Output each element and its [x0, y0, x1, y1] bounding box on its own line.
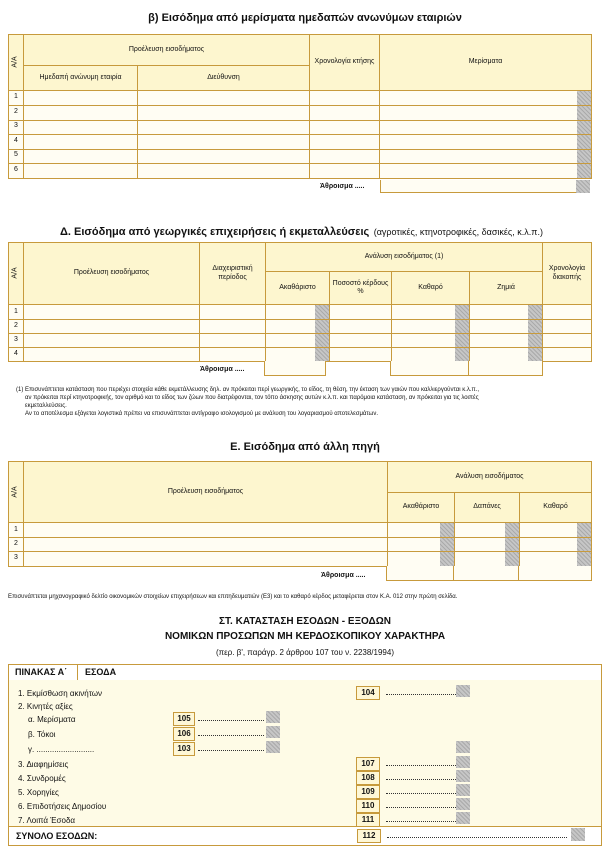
item-securities-label: 2. Κινητές αξίες — [18, 702, 73, 711]
col-loss-label: Ζημιά — [497, 283, 515, 291]
section-b-total-label: Άθροισμα ..... — [320, 183, 365, 190]
note-line: αν πρόκειται περί κτηνοτροφικής, τον αριθμό και το είδος των ζώων που διατρέφονται, τον τόπο άσκησης αυτών κ.λ.π. και παρόμοια κατάσταση, αν πρόκειται για τις λοιπές — [25, 395, 479, 401]
row-num: 3 — [14, 554, 18, 561]
item-interest-label: β. Τόκοι — [28, 730, 56, 739]
amount-field[interactable] — [198, 750, 264, 751]
col-period-label: Διαχειριστική περίοδος — [212, 265, 253, 281]
amount-field[interactable] — [386, 807, 456, 808]
table-a-title: ΕΣΟΔΑ — [85, 667, 117, 677]
note-line: Αν το αποτέλεσμα εξάγεται λογιστικά πρέπει να επισυνάπτεται αντίγραφο ισολογισμού με ανάλυση του λογαριασμού αποτελεσμάτων. — [25, 411, 379, 417]
col-origin-label: Προέλευση εισοδήματος — [167, 487, 244, 495]
section-d-notes — [16, 386, 601, 418]
code-box: 112 — [357, 829, 381, 843]
item-dividends-label: α. Μερίσματα — [28, 715, 76, 724]
amount-field[interactable] — [386, 793, 456, 794]
row-num: 6 — [14, 166, 18, 173]
col-year-label: Χρονολογία διακοπής — [548, 265, 586, 281]
row-num: 2 — [14, 322, 18, 329]
section-b-title: β) Εισόδημα από μερίσματα ημεδαπών ανωνύμων εταιριών — [148, 12, 462, 24]
row-num: 4 — [14, 350, 18, 357]
col-address-label: Διεύθυνση — [207, 73, 240, 81]
section-d-title: Δ. Εισόδημα από γεωργικές επιχειρήσεις ή εκμεταλλεύσεις — [60, 226, 370, 238]
col-aa-label: Α/Α — [11, 267, 19, 280]
col-aa-label: Α/Α — [11, 56, 19, 69]
note-line: (1) Επισυνάπτεται κατάσταση που περιέχει στοιχεία κάθε εκμετάλλευσης δηλ. αν πρόκειται περί γεωργικής, το είδος, τη θέση, την έκταση των γαιών που καλλιεργούνται κ.λ.π., — [16, 387, 480, 393]
total-income-row — [8, 826, 602, 846]
item-other-securities-label: γ. .......................... — [28, 745, 95, 754]
col-expenses-label: Δαπάνες — [473, 503, 501, 511]
row-num: 1 — [14, 526, 18, 533]
col-company-label: Ημεδαπή ανώνυμη εταιρία — [39, 73, 122, 81]
item-subsidies-label: 6. Επιδοτήσεις Δημοσίου — [18, 802, 107, 811]
total-net-field[interactable] — [390, 361, 470, 376]
amount-field[interactable] — [198, 735, 264, 736]
section-e-title: Ε. Εισόδημα από άλλη πηγή — [230, 441, 380, 453]
section-d-title-suffix: (αγροτικές, κτηνοτροφικές, δασικές, κ.λ.π.) — [373, 227, 543, 237]
code-box: 108 — [356, 771, 380, 785]
section-st-title-2: ΝΟΜΙΚΩΝ ΠΡΟΣΩΠΩΝ ΜΗ ΚΕΡΔΟΣΚΟΠΙΚΟΥ ΧΑΡΑΚΤΗΡΑ — [164, 631, 446, 642]
col-net-label: Καθαρό — [418, 283, 443, 291]
section-b-table — [8, 34, 592, 179]
row-num: 4 — [14, 137, 18, 144]
code-box: 109 — [356, 785, 380, 799]
amount-field[interactable] — [386, 779, 456, 780]
total-gross-field[interactable] — [386, 566, 455, 581]
total-gross-field[interactable] — [264, 361, 326, 376]
col-year-label: Χρονολογία κτήσης — [314, 58, 375, 66]
col-profit-pct-label: Ποσοστό κέρδους % — [332, 279, 389, 295]
row-num: 1 — [14, 93, 18, 100]
section-e-footnote: Επισυνάπτεται μηχανογραφικό δελτίο οικονομικών στοιχείων επιχειρήσεων και επιτηδευματιών (Ε3) και το καθαρό κέρδος μεταφέρεται στον Κ.Α. 012 στην πρώτη σελίδα. — [8, 594, 458, 600]
code-box: 106 — [173, 727, 195, 741]
col-origin-label: Προέλευση εισοδήματος — [128, 45, 205, 53]
section-e-table — [8, 461, 592, 567]
section-st-subtitle: (περ. β', παράγρ. 2 άρθρου 107 του ν. 2238/1994) — [215, 648, 394, 657]
row-num: 5 — [14, 151, 18, 158]
amount-field[interactable] — [386, 765, 456, 766]
item-sponsorships-label: 5. Χορηγίες — [18, 788, 59, 797]
col-gross-label: Ακαθάριστο — [402, 503, 440, 511]
code-box: 105 — [173, 712, 195, 726]
amount-field[interactable] — [198, 720, 264, 721]
col-origin-label: Προέλευση εισοδήματος — [73, 269, 150, 277]
code-box: 107 — [356, 757, 380, 771]
code-box: 103 — [173, 742, 195, 756]
col-dividends-label: Μερίσματα — [468, 58, 503, 66]
amount-field[interactable] — [386, 821, 456, 822]
section-b-total-field[interactable] — [380, 180, 578, 193]
total-loss-field[interactable] — [468, 361, 543, 376]
col-net-label: Καθαρό — [543, 503, 568, 511]
col-analysis-label: Ανάλυση εισοδήματος (1) — [364, 252, 444, 260]
item-subscriptions-label: 4. Συνδρομές — [18, 774, 66, 783]
section-st-title-1: ΣΤ. ΚΑΤΑΣΤΑΣΗ ΕΣΟΔΩΝ - ΕΞΟΔΩΝ — [219, 616, 391, 627]
code-box: 104 — [356, 686, 380, 700]
row-num: 2 — [14, 540, 18, 547]
row-num: 2 — [14, 108, 18, 115]
item-ads-label: 3. Διαφημίσεις — [18, 760, 69, 769]
code-box: 110 — [356, 799, 380, 813]
total-expenses-field[interactable] — [453, 566, 520, 581]
total-amount-field[interactable] — [387, 837, 567, 838]
row-num: 3 — [14, 336, 18, 343]
row-num: 3 — [14, 122, 18, 129]
row-num: 1 — [14, 308, 18, 315]
total-net-field[interactable] — [518, 566, 592, 581]
section-d-title-wrap — [60, 222, 543, 240]
col-analysis-label: Ανάλυση εισοδήματος — [455, 472, 524, 480]
amount-field[interactable] — [386, 694, 456, 695]
col-aa-label: Α/Α — [11, 486, 19, 498]
note-line: εκμεταλλεύσεις. — [25, 403, 67, 409]
table-a-label: ΠΙΝΑΚΑΣ Α΄ — [15, 667, 68, 677]
item-rental-label: 1. Εκμίσθωση ακινήτων — [18, 689, 103, 698]
section-d-total-label: Άθροισμα ..... — [200, 366, 245, 373]
total-income-label: ΣΥΝΟΛΟ ΕΣΟΔΩΝ: — [16, 831, 98, 841]
section-d-table — [8, 242, 592, 362]
col-gross-label: Ακαθάριστο — [279, 283, 316, 291]
section-e-total-label: Άθροισμα ..... — [321, 572, 366, 579]
item-other-income-label: 7. Λοιπά Έσοδα — [18, 816, 76, 825]
code-box: 111 — [356, 813, 380, 827]
